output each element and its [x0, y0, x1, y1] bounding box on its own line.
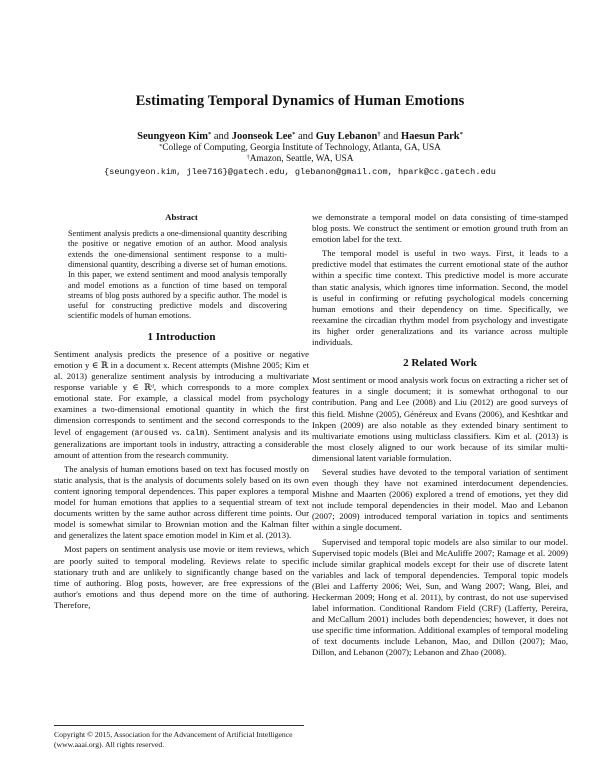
and-word: and: [297, 131, 314, 142]
intro-paragraph: The temporal model is useful in two ways. First, it leads to a predictive model that estimates the current emotional state of the author within a specific time context. This predictive model is more accurate than static analysis, which ignores time information. Second, the model is useful in confirming or refuting psychological models concerning human emotions and their dependency on time. Specifically, we reexamine the circadian rhythm model from psychology and investigate its higher order generalizations and its variance across multiple individuals.: [312, 248, 568, 348]
author-1: Seungyeon Kim: [137, 131, 209, 142]
intro-paragraph: The analysis of human emotions based on text has focused mostly on static analysis, that is the analysis of documents solely based on its own content ignoring temporal dependences. This paper explores a temporal model for human emotions that applies to a sequential stream of text documents written by the same author across different time points. Our model is somewhat similar to Brownian motion and the Kalman filter and generalizes the latent space emotion model in Kim et al. (2013).: [54, 463, 309, 541]
right-column: [312, 212, 568, 662]
section-heading-introduction: 1 Introduction: [147, 330, 216, 343]
and-word: and: [383, 131, 399, 142]
author-2: Joonseok Lee: [231, 131, 293, 142]
paper-title: Estimating Temporal Dynamics of Human Emotions: [135, 93, 465, 109]
intro-paragraph: Most papers on sentiment analysis use movie or item reviews, which are poorly suited to temporal modeling. Reviews relate to specific stationary truth and are unlikely to significantly change based on the time of authoring. Blog posts, however, are free expressions of the author's emotions and thus depend more on the time of authoring. Therefore,: [54, 544, 309, 610]
related-paragraph: Supervised and temporal topic models are also similar to our model. Supervised topic models (Blei and McAuliffe 2007; Ramage et al. 2009) include similar graphical models except for their use of discrete latent variables and lack of temporal dependencies. Temporal topic models (Blei and Lafferty 2006; Wei, Sun, and Wang 2007; Wang, Blei, and Heckerman 2009; Hong et al. 2011), by contrast, do not use supervised label information. Conditional Random Field (CRF) (Lafferty, Pereira, and McCallum 2001) includes both dependencies; however, it does not use specific time information. Additional examples of temporal modeling of text documents include Lebanon, Mao, and Dillon (2007); Mao, Dillon, and Lebanon (2007); Lebanon and Zhao (2008).: [312, 536, 568, 658]
left-column: [54, 212, 309, 614]
copyright-footnote: Copyright © 2015, Association for the Advancement of Artificial Intelligence (www.aaai.org). All rights reserved.: [54, 725, 304, 749]
abstract-heading: Abstract: [165, 212, 198, 222]
intro-paragraph: Sentiment analysis predicts the presence of a positive or negative emotion y ∈ ℝ in a document x. Recent attempts (Mishne 2005; Kim et al. 2013) generalize sentiment analysis by introducing a multivariate response variable y ∈ ℝᵈ, which corresponds to a more complex emotional state. For example, a classical model from psychology examines a two-dimensional emotional quantity in which the first dimension corresponds to sentiment and the second corresponds to the level of engagement (aroused vs. calm). Sentiment analysis and its generalizations are important tools in industry, attracting a considerable amount of attention from the research community.: [54, 348, 309, 460]
author-emails: {seungyeon.kim, jlee716}@gatech.edu, glebanon@gmail.com, hpark@cc.gatech.edu: [104, 167, 496, 177]
abstract-text: Sentiment analysis predicts a one-dimensional quantity describing the positive or negative emotion of an author. Mood analysis extends the one-dimensional sentiment response to a multi-dimensional quantity, describing a diverse set of human emotions. In this paper, we extend sentiment and mood analysis temporally and model emotions as a function of time based on temporal streams of blog posts authored by a specific author. The model is useful for constructing predictive models and discovering scientific models of human emotions.: [68, 229, 287, 321]
affil-mark: *: [292, 131, 296, 138]
affil-mark: *: [459, 131, 463, 138]
affiliation-1: *College of Computing, Georgia Institute of Technology, Atlanta, GA, USA: [159, 143, 441, 153]
author-names: [0, 131, 600, 143]
author-4: Haesun Park: [400, 131, 460, 142]
author-block: [0, 131, 600, 178]
and-word: and: [213, 131, 230, 142]
affiliation-2: †Amazon, Seattle, WA, USA: [246, 154, 354, 164]
affil-mark: *: [208, 131, 212, 138]
related-paragraph: Several studies have devoted to the temporal variation of sentiment even though they have not examined interdocument dependencies. Mishne and Maarten (2006) explored a trend of emotions, yet they did not include temporal dependencies in their model. Mao and Lebanon (2007; 2009) introduced temporal variation in topics and sentiments within a single document.: [312, 466, 568, 533]
author-3: Guy Lebanon: [315, 131, 378, 142]
affil-mark: †: [377, 131, 381, 138]
section-heading-related-work: 2 Related Work: [403, 357, 477, 370]
intro-paragraph-continued: we demonstrate a temporal model on data consisting of time-stamped blog posts. We construct the sentiment or emotion ground truth from an emotion label for the text.: [312, 212, 568, 245]
related-paragraph: Most sentiment or mood analysis work focus on extracting a richer set of features in a single document; it is somewhat orthogonal to our contribution. Pang and Lee (2008) and Liu (2012) are good surveys of this field. Mishne (2005), Généreux and Evans (2006), and Keshtkar and Inkpen (2009) are also notable as they extended binary sentiment to multivariate emotions using multiclass classifiers. Kim et al. (2013) is the most closely aligned to our work because of its similar multi-dimensional latent variable formulation.: [312, 375, 568, 463]
